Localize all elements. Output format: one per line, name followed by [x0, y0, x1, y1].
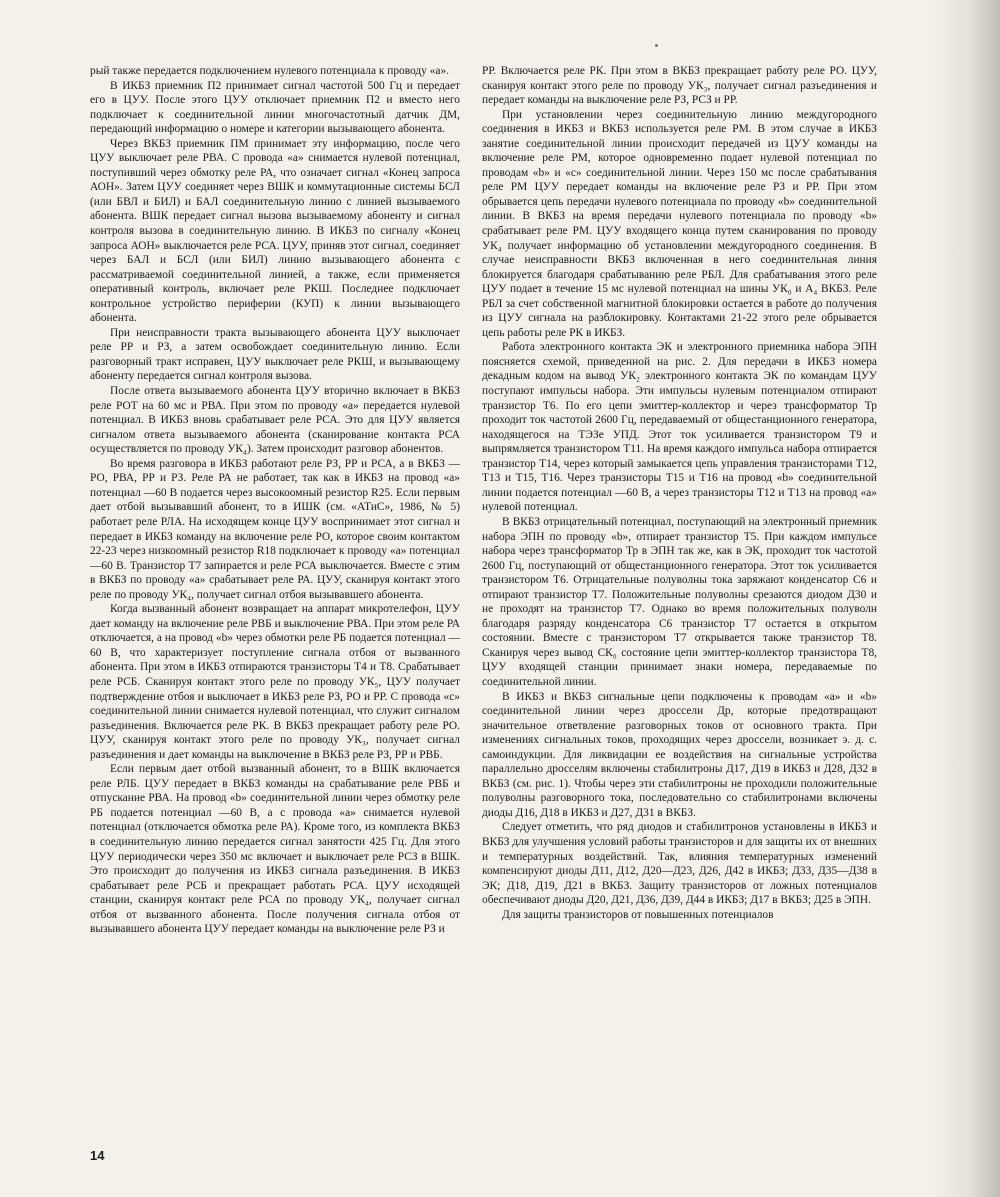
- paragraph: После ответа вызываемого абонента ЦУУ вторично включает в ВКБЗ реле РОТ на 60 мс и РВА. При этом по проводу «а» передается нулевой потенциал. В ИКБЗ вновь срабатывает реле РСА. Это для ЦУУ является сигналом ответа вызываемого абонента (сканирование контакта РСА осуществляется по проводу УК₄). Затем происходит разговор абонентов.: [90, 385, 460, 456]
- paragraph: В ВКБЗ отрицательный потенциал, поступающий на электронный приемник набора ЭПН по проводу «b», отпирает транзистор Т5. При каждом импульсе набора через трансформатор Тр в ЭПН так же, как в ЭК, проходит ток частотой 2600 Гц, поступающий от общестанционного генератора. Этот ток усиливается транзистором Т6. Отрицательные полуволны тока заряжают конденсатор С6 и отпирают транзистор Т7. Положительные полуволны срезаются диодом Д30 и не проходят на транзистор Т7. Однако во время положительных полуволн благодаря разряду конденсатора С6 транзистор Т7 остается в открытом состоянии. Вместе с транзистором Т7 открывается также транзистор Т8. Сканируя через вывод СК₀ состояние цепи эмиттер-коллектор транзистора Т8, ЦУУ входящей станции принимает знаки номера, передаваемые по соединительной линии.: [482, 515, 877, 688]
- scan-speck: [655, 44, 658, 47]
- paragraph: Когда вызванный абонент возвращает на аппарат микротелефон, ЦУУ дает команду на включение реле РВБ и выключение РВА. При этом реле РА отключается, а на провод «b» через обмотки реле РБ подается потенциал —60 В, что характеризует поступление сигнала отбоя от вызванного абонента. При этом в ИКБЗ отпираются транзисторы Т4 и Т8. Срабатывает реле РСБ. Сканируя контакт этого реле по проводу УК₅, ЦУУ получает подтверждение отбоя и выключает в ИКБЗ реле РЗ, РО и РР. С провода «с» соединительной линии снимается нулевой потенциал, что служит сигналом разъединения. Включается реле РК. В ВКБЗ прекращает работу реле РО. ЦУУ, сканируя контакт этого реле по проводу УК₃, получает сигнал разъединения и дает команды на выключение в ВКБЗ реле РЗ, РР и РВБ.: [90, 603, 460, 761]
- paragraph: Следует отметить, что ряд диодов и стабилитронов установлены в ИКБЗ и ВКБЗ для улучшения условий работы транзисторов и для защиты их от внешних и температурных воздействий. Так, влияния температурных изменений компенсируют диоды Д11, Д12, Д20—Д23, Д26, Д42 в ИКБЗ; Д33, Д35—Д38 в ЭК; Д18, Д19, Д21 в ВКБЗ. Защиту транзисторов от ложных потенциалов обеспечивают диоды Д20, Д21, Д36, Д39, Д44 в ИКБЗ; Д17 в ВКБЗ; Д25 в ЭПН.: [482, 821, 877, 907]
- paragraph: При установлении через соединительную линию междугородного соединения в ИКБЗ и ВКБЗ используется реле РМ. В этом случае в ИКБЗ занятие соединительной линии происходит передачей из ЦУУ команды на включение реле РМ, которое одновременно подает нулевой потенциал по проводам «b» и «с» соединительной линии. Через 150 мс после срабатывания реле РМ ЦУУ передает команды на включение реле РЗ и РР. При этом обрывается цепь передачи нулевого потенциала по проводу «b» соединительной линии. В ВКБЗ на время передачи нулевого потенциала по проводу «b» срабатывает реле РМ. ЦУУ входящего конца путем сканирования по проводу УК₄ получает информацию об установлении междугородного соединения. В случае неисправности ВКБЗ включенная в него соединительная линия блокируется благодаря срабатыванию реле РБЛ. Для срабатывания этого реле ЦУУ подает в течение 15 мс нулевой потенциал на шины УК₀ и А₄ ВКБЗ. Реле РБЛ за счет собственной магнитной блокировки остается в работе до получения из ЦУУ сигнала на разблокировку. Контактами 21-22 этого реле обрывается цепь работы реле РК в ИКБЗ.: [482, 108, 877, 339]
- paragraph: Через ВКБЗ приемник ПМ принимает эту информацию, после чего ЦУУ выключает реле РВА. С провода «а» снимается нулевой потенциал, поступивший через обмотку реле РА, что означает сигнал «Конец запроса АОН». Затем ЦУУ соединяет через ВШК и коммутационные системы БСЛ (или БВЛ и БИЛ) и БАЛ соединительную линию с линией вызываемого абонента. ВШК передает сигнал вызова вызываемому абоненту и сигнал контроля вызова в соединительную линию. В ИКБЗ по сигналу «Конец запроса АОН» выключается реле РСА. ЦУУ, приняв этот сигнал, соединяет через БАЛ и БСЛ (или БИЛ) линию вызывающего абонента с рассматриваемой соединительной линией, а также, если применяется оперативный контроль, включает реле РКШ. Последнее подключает контрольное устройство периферии (КУП) к линии вызывающего абонента.: [90, 137, 460, 325]
- paragraph: В ИКБЗ приемник П2 принимает сигнал частотой 500 Гц и передает его в ЦУУ. После этого ЦУУ отключает приемник П2 и вместо него подключает к соединительной линии многочастотный датчик ДМ, передающий информацию о номере и категории вызывающего абонента.: [90, 79, 460, 136]
- paragraph: Во время разговора в ИКБЗ работают реле РЗ, РР и РСА, а в ВКБЗ — РО, РВА, РР и РЗ. Реле РА не работает, так как в ИКБЗ на провод «а» потенциал —60 В подается через высокоомный резистор R25. Если первым дает отбой вызывавший абонент, то в ИШК (см. «АТиС», 1986, № 5) работает реле РЛА. На исходящем конце ЦУУ воспринимает этот сигнал и передает в ИКБЗ команду на включение реле РО, которое своим контактом 22-23 через низкоомный резистор R18 подключает к проводу «а» потенциал —60 В. Транзистор Т7 запирается и реле РСА выключается. Вместе с этим в ВКБЗ по проводу «а» срабатывает реле РА. ЦУУ, сканируя контакт этого реле по проводу УК₄, получает сигнал отбоя вызывавшего абонента.: [90, 457, 460, 601]
- paragraph: рый также передается подключением нулевого потенциала к проводу «а».: [90, 65, 450, 77]
- paragraph: Работа электронного контакта ЭК и электронного приемника набора ЭПН поясняется схемой, приведенной на рис. 2. Для передачи в ИКБЗ номера декадным кодом на вывод УК₂ электронного контакта ЭК по командам ЦУУ поступают импульсы набора. Эти импульсы нулевым потенциалом отпирают транзистор Т6. По его цепи эмиттер-коллектор и через трансформатор Тр проходит ток частотой 2600 Гц, передаваемый от общестанционного генератора, находящегося на ТЭЗе УПД. Этот ток усиливается транзистором Т9 и выпрямляется транзистором Т11. На время каждого импульса набора отпирается транзистор Т14, через который замыкается цепь управления транзисторами Т12, Т13 и Т15, Т16. Через транзисторы Т15 и Т16 на провод «b» соединительной линии подается потенциал —60 В, а через транзисторы Т12 и Т13 на провод «а» нулевой потенциал.: [482, 341, 877, 514]
- paragraph: В ИКБЗ и ВКБЗ сигнальные цепи подключены к проводам «а» и «b» соединительной линии через дроссели Др, которые предотвращают значительное ответвление разговорных токов от основного тракта. При изменениях сигнальных токов, проходящих через дроссели, возникает э. д. с. самоиндукции. Для ликвидации ее воздействия на сигнальные устройства параллельно дросселям включены стабилитроны Д17, Д19 в ИКБЗ и Д28, Д32 в ВКБЗ (см. рис. 1). Чтобы через эти стабилитроны не проходили положительные полуволны разговорного тока, последовательно со стабилитронами включены диоды Д16, Д18 в ИКБЗ и Д27, Д31 в ВКБЗ.: [482, 690, 877, 819]
- paragraph: При неисправности тракта вызывающего абонента ЦУУ выключает реле РР и РЗ, а затем освобождает соединительную линию. Если разговорный тракт исправен, ЦУУ выключает реле РКШ, и вызывающему абоненту передается сигнал контроля вызова.: [90, 326, 460, 383]
- left-text-column: [90, 64, 460, 937]
- paragraph: Если первым дает отбой вызванный абонент, то в ВШК включается реле РЛБ. ЦУУ передает в ВКБЗ команды на срабатывание реле РВБ и отпускание РВА. На провод «b» соединительной линии через обмотку реле РБ подается потенциал —60 В, а с провода «а» снимается нулевой потенциал (отключается обмотка реле РА). Кроме того, из комплекта ВКБЗ в соединительную линию передается сигнал занятости 425 Гц. Для этого ЦУУ периодически через 350 мс включает и выключает реле РСЗ в ВШК. Это происходит до получения из ИКБЗ сигнала разъединения. В ИКБЗ срабатывает реле РСБ и прекращает работать РСА. ЦУУ исходящей станции, сканируя контакт реле РСА по проводу УК₄, получает сигнал отбоя от вызванного абонента. После получения сигнала отбоя от вызывавшего абонента ЦУУ передает команды на выключение реле РЗ и: [90, 763, 460, 936]
- scan-edge-shadow: [930, 0, 1000, 1197]
- paragraph: РР. Включается реле РК. При этом в ВКБЗ прекращает работу реле РО. ЦУУ, сканируя контакт этого реле по проводу УК₃, получает сигнал разъединения и передает команды на выключение реле РЗ, РСЗ и РР.: [482, 65, 877, 107]
- right-text-column: [482, 64, 877, 922]
- paragraph: Для защиты транзисторов от повышенных потенциалов: [502, 908, 774, 921]
- page-number: 14: [90, 1148, 105, 1163]
